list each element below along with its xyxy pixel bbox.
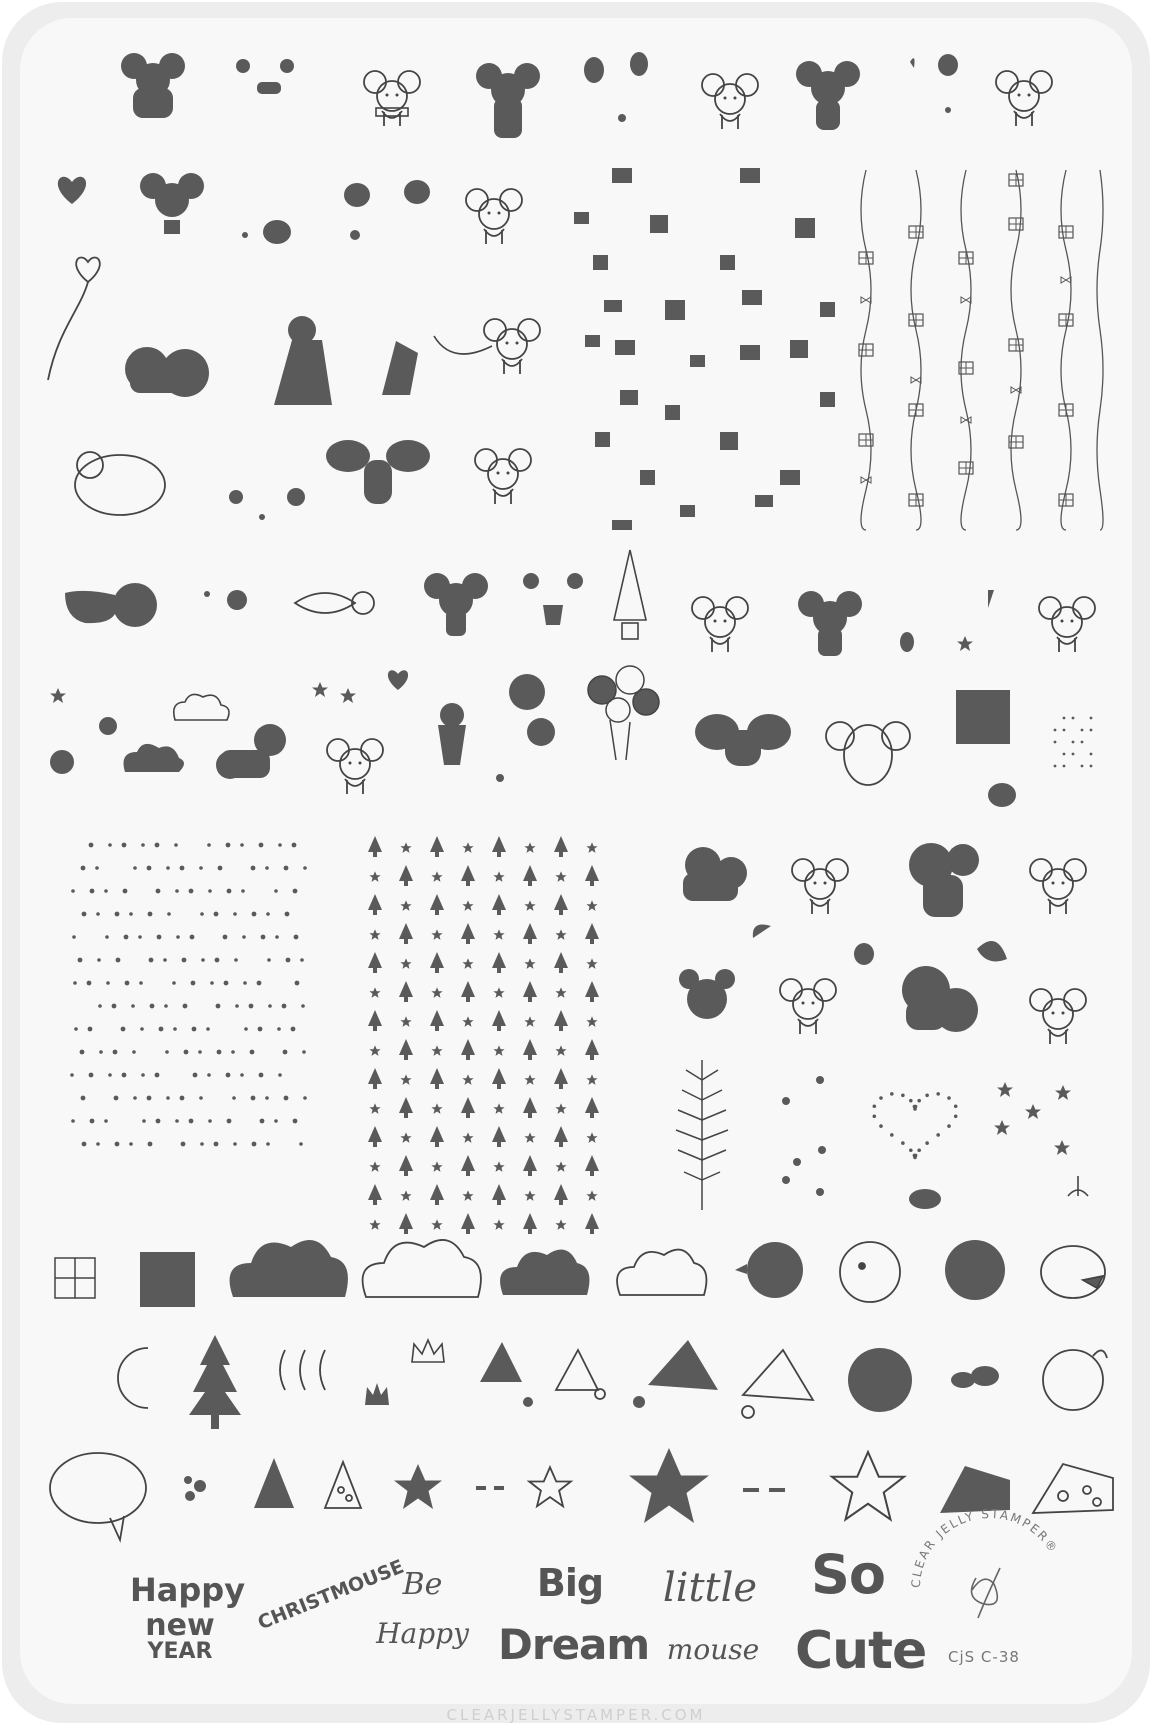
pattern-dot <box>97 958 101 962</box>
pattern-dot <box>227 1119 232 1124</box>
pattern-dot <box>140 1027 144 1031</box>
pattern-dot <box>879 1096 883 1100</box>
pattern-dot <box>936 1133 940 1137</box>
pattern-dot <box>141 1073 145 1077</box>
pattern-dot <box>72 935 76 939</box>
pattern-dot <box>265 1096 269 1100</box>
pattern-dot <box>95 866 99 870</box>
pattern-dot <box>300 958 304 962</box>
pattern-dot <box>295 981 300 986</box>
pattern-dot <box>180 866 185 871</box>
pattern-dot <box>261 935 266 940</box>
pattern-dot <box>210 981 214 985</box>
blob-icon <box>988 783 1016 807</box>
word-be: Be <box>402 1567 443 1602</box>
pattern-dot <box>106 981 110 985</box>
pattern-dot <box>1081 741 1084 744</box>
pattern-dot <box>88 1027 93 1032</box>
pattern-dot <box>70 1073 74 1077</box>
brand-arc-text: CLEAR JELLY STAMPER® <box>908 1506 1061 1589</box>
bird-icon <box>848 1348 912 1412</box>
footer-url: CLEARJELLYSTAMPER.COM <box>446 1706 706 1724</box>
pattern-dot <box>217 1050 222 1055</box>
pattern-dot <box>241 889 245 893</box>
pattern-dot <box>183 1004 188 1009</box>
pattern-dot <box>1081 729 1084 732</box>
pattern-dot <box>257 981 262 986</box>
pattern-dot <box>240 843 244 847</box>
pattern-dot <box>121 1027 126 1032</box>
pattern-dot <box>284 1096 289 1101</box>
pattern-dot <box>278 843 282 847</box>
pattern-dot <box>148 1142 153 1147</box>
pattern-dot <box>133 866 137 870</box>
pattern-dot <box>291 1027 296 1032</box>
blob-icon <box>909 1189 941 1209</box>
pattern-dot <box>147 1096 152 1101</box>
pattern-dot <box>1072 717 1075 720</box>
pattern-dot <box>917 1099 921 1103</box>
pattern-dot <box>81 866 86 871</box>
pattern-dot <box>216 1004 221 1009</box>
pattern-dot <box>1063 753 1066 756</box>
pattern-dot <box>71 889 75 893</box>
pattern-dot <box>224 981 229 986</box>
pattern-dot <box>227 889 232 894</box>
pattern-dot <box>917 1148 921 1152</box>
word-dream: Dream <box>498 1620 650 1669</box>
pattern-dot <box>909 1148 913 1152</box>
blob-icon <box>50 750 74 774</box>
pattern-dot <box>108 1073 112 1077</box>
pattern-dot <box>303 1096 307 1100</box>
word-christmouse: CHRISTMOUSE <box>254 1555 408 1635</box>
pattern-dot <box>90 889 95 894</box>
pattern-dot <box>124 935 129 940</box>
pattern-dot <box>147 866 152 871</box>
pattern-dot <box>157 935 162 940</box>
pattern-dot <box>226 843 231 848</box>
pattern-dot <box>104 1119 108 1123</box>
pattern-dot <box>294 935 299 940</box>
pattern-dot <box>302 1050 306 1054</box>
pattern-dot <box>233 1142 237 1146</box>
square-icon <box>956 690 1010 744</box>
word-cute: Cute <box>795 1621 927 1681</box>
pattern-dot <box>265 866 269 870</box>
word-new: new <box>145 1608 215 1643</box>
pattern-dot <box>132 1050 136 1054</box>
pattern-dot <box>235 1004 239 1008</box>
pattern-dot <box>116 958 121 963</box>
pattern-dot <box>105 935 109 939</box>
pattern-dot <box>89 843 94 848</box>
pattern-dot <box>901 1093 905 1097</box>
pattern-dot <box>129 912 133 916</box>
pattern-dot <box>1054 765 1057 768</box>
pattern-dot <box>81 1096 86 1101</box>
pattern-dot <box>87 981 92 986</box>
pattern-dot <box>163 958 167 962</box>
pattern-dot <box>155 1073 160 1078</box>
pattern-dot <box>301 1004 305 1008</box>
pattern-dot <box>925 1093 929 1097</box>
pattern-dot <box>123 889 128 894</box>
pattern-dot <box>259 843 264 848</box>
pattern-dot <box>113 1050 118 1055</box>
pattern-dot <box>277 1027 281 1031</box>
pattern-dot <box>251 1096 256 1101</box>
pattern-dot <box>114 1096 119 1101</box>
pattern-dot <box>155 843 160 848</box>
pattern-dot <box>259 1073 264 1078</box>
pattern-dot <box>242 935 246 939</box>
pattern-dot <box>141 843 145 847</box>
pattern-dot <box>182 958 187 963</box>
pattern-dot <box>947 1096 951 1100</box>
pattern-dot <box>215 958 220 963</box>
pattern-dot <box>252 912 257 917</box>
pattern-dot <box>303 866 307 870</box>
pattern-dot <box>251 866 256 871</box>
pattern-dot <box>78 958 83 963</box>
pattern-dot <box>198 1050 202 1054</box>
pattern-dot <box>954 1114 958 1118</box>
pattern-dot <box>131 1004 135 1008</box>
pattern-dot <box>122 843 127 848</box>
pattern-dot <box>947 1124 951 1128</box>
pattern-dot <box>166 1096 170 1100</box>
pattern-dot <box>299 1142 303 1146</box>
pattern-dot <box>909 1099 913 1103</box>
pattern-dot <box>82 912 87 917</box>
pattern-dot <box>164 1004 168 1008</box>
pattern-dot <box>184 1050 189 1055</box>
pattern-dot <box>112 1004 117 1009</box>
pattern-dot <box>133 1096 137 1100</box>
blob-icon <box>99 717 117 735</box>
pattern-dot <box>167 912 171 916</box>
pattern-dot <box>90 1119 95 1124</box>
pattern-dot <box>1090 765 1093 768</box>
pattern-dot <box>901 1141 905 1145</box>
pattern-dot <box>104 889 108 893</box>
pattern-dot <box>89 1073 94 1078</box>
pattern-dot <box>214 912 219 917</box>
pattern-dot <box>252 1142 257 1147</box>
pattern-dot <box>285 912 290 917</box>
pattern-dot <box>190 935 195 940</box>
pattern-dot <box>286 958 291 963</box>
pattern-dot <box>226 1073 231 1078</box>
pattern-dot <box>172 981 176 985</box>
pattern-dot <box>1090 729 1093 732</box>
pattern-dot <box>283 1050 288 1055</box>
pattern-dot <box>1063 729 1066 732</box>
pattern-dot <box>71 1119 75 1123</box>
pattern-dot <box>115 912 120 917</box>
pattern-dot <box>268 1004 272 1008</box>
pattern-dot <box>207 843 211 847</box>
square-icon <box>140 1252 195 1307</box>
pattern-dot <box>293 1119 298 1124</box>
word-little: little <box>662 1565 758 1611</box>
pattern-dot <box>206 1027 210 1031</box>
pattern-dot <box>175 889 179 893</box>
pattern-dot <box>189 889 194 894</box>
pattern-dot <box>125 981 130 986</box>
word-so: So <box>811 1543 885 1606</box>
pattern-dot <box>879 1124 883 1128</box>
pattern-dot <box>292 843 297 848</box>
bird-icon <box>945 1240 1005 1300</box>
blob-icon <box>854 943 874 965</box>
pattern-dot <box>82 1142 87 1147</box>
pattern-dot <box>129 1142 133 1146</box>
pattern-dot <box>115 1142 120 1147</box>
pattern-dot <box>234 958 238 962</box>
word-mouse: mouse <box>666 1633 760 1666</box>
pattern-dot <box>191 981 196 986</box>
pattern-dot <box>98 1004 102 1008</box>
pattern-dot <box>275 935 279 939</box>
pattern-dot <box>249 1004 254 1009</box>
pattern-dot <box>142 1119 146 1123</box>
pattern-dot <box>201 958 205 962</box>
pattern-dot <box>936 1092 940 1096</box>
pattern-dot <box>122 1073 127 1078</box>
pattern-dot <box>284 866 289 871</box>
pattern-dot <box>267 958 271 962</box>
pattern-dot <box>200 912 204 916</box>
pattern-dot <box>1090 717 1093 720</box>
pattern-dot <box>99 1050 103 1054</box>
pattern-dot <box>199 866 203 870</box>
pattern-dot <box>293 889 298 894</box>
pattern-dot <box>250 1050 255 1055</box>
pattern-dot <box>96 912 100 916</box>
pattern-dot <box>175 1119 179 1123</box>
pattern-dot <box>232 1096 236 1100</box>
pattern-dot <box>180 1096 185 1101</box>
pattern-dot <box>74 1027 78 1031</box>
pattern-dot <box>873 1104 877 1108</box>
word-big: Big <box>536 1561 604 1605</box>
pattern-dot <box>274 1119 278 1123</box>
pattern-dot <box>1063 765 1066 768</box>
pattern-dot <box>156 1119 161 1124</box>
pattern-dot <box>231 1050 235 1054</box>
pattern-dot <box>165 1050 169 1054</box>
pattern-dot <box>207 1073 211 1077</box>
pattern-dot <box>181 1142 186 1147</box>
plate-code: CjS C-38 <box>948 1648 1020 1666</box>
pattern-dot <box>1081 765 1084 768</box>
pattern-dot <box>873 1114 877 1118</box>
pattern-dot <box>80 1050 85 1055</box>
pattern-dot <box>244 1027 248 1031</box>
pattern-dot <box>173 1027 177 1031</box>
pattern-dot <box>108 843 112 847</box>
pattern-dot <box>240 1073 244 1077</box>
pattern-dot <box>890 1092 894 1096</box>
pattern-dot <box>278 1073 282 1077</box>
pattern-dot <box>148 912 153 917</box>
word-happy-2: Happy <box>376 1617 469 1650</box>
pattern-dot <box>913 1105 917 1109</box>
word-year: YEAR <box>147 1639 213 1664</box>
pattern-dot <box>925 1141 929 1145</box>
dot-icon <box>496 774 504 782</box>
pattern-dot <box>954 1104 958 1108</box>
pattern-dot <box>159 1027 164 1032</box>
pattern-dot <box>1072 753 1075 756</box>
pattern-dot <box>1063 717 1066 720</box>
pattern-dot <box>214 1142 219 1147</box>
pattern-dot <box>174 843 178 847</box>
pattern-dot <box>73 981 77 985</box>
pattern-dot <box>260 1119 265 1124</box>
pattern-dot <box>208 889 212 893</box>
pattern-dot <box>1090 753 1093 756</box>
pattern-dot <box>149 958 154 963</box>
pattern-dot <box>913 1154 917 1158</box>
pattern-dot <box>233 912 237 916</box>
pattern-dot <box>1054 741 1057 744</box>
pattern-dot <box>208 1119 212 1123</box>
pattern-dot <box>199 1096 203 1100</box>
pattern-dot <box>193 1073 198 1078</box>
pattern-dot <box>282 1004 287 1009</box>
pattern-dot <box>258 1027 263 1032</box>
pattern-dot <box>96 1142 100 1146</box>
pattern-dot <box>138 935 142 939</box>
pattern-dot <box>200 1142 204 1146</box>
pattern-dot <box>218 866 223 871</box>
pattern-dot <box>139 981 143 985</box>
pattern-dot <box>243 981 247 985</box>
pattern-dot <box>192 1027 197 1032</box>
pattern-dot <box>176 935 180 939</box>
pattern-dot <box>266 1142 270 1146</box>
pattern-dot <box>890 1133 894 1137</box>
pattern-dot <box>266 912 270 916</box>
pattern-dot <box>156 889 161 894</box>
word-happy: Happy <box>130 1571 246 1609</box>
pattern-dot <box>274 889 278 893</box>
pattern-dot <box>150 1004 155 1009</box>
pattern-dot <box>189 1119 194 1124</box>
pattern-dot <box>166 866 170 870</box>
pattern-dot <box>1072 741 1075 744</box>
pattern-dot <box>223 935 228 940</box>
pattern-dot <box>1054 729 1057 732</box>
